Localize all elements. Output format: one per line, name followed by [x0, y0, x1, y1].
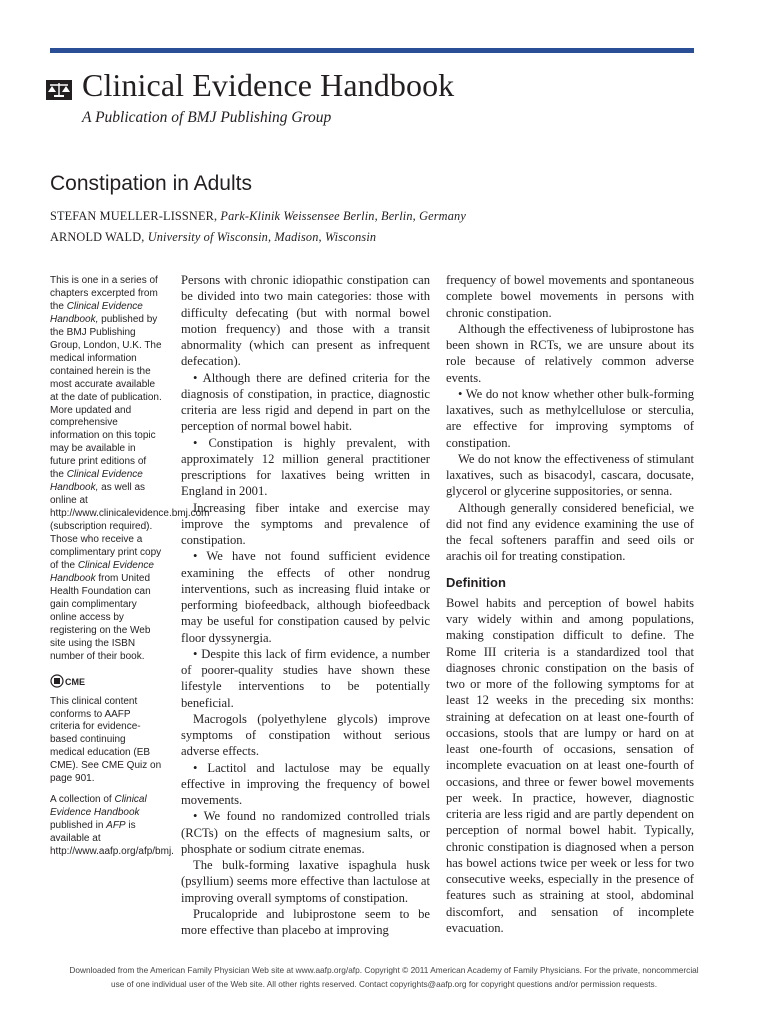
- paragraph: Although generally considered beneficial, we did not find any evidence examining the use of the fecal softeners paraffin and seed oils or arachis oil for treating constipation.: [446, 500, 694, 564]
- excerpt-note: This is one in a series of chapters excerpted from the Clinical Evidence Handbook, published by the BMJ Publishing Group, London, U.K. The medical information contained herein is the most accurate available at the date of publication. More updated and comprehensive information on this topic may be available in future print editions of the Clinical Evidence Handbook, as well as online at http://www.clinicalevidence.bmj.com (subscription required). Those who receive a complimentary print copy of the Clinical Evidence Handbook from United Health Foundation can gain complimentary online access by registering on the Web site using the ISBN number of their book.: [50, 275, 210, 662]
- paragraph: • We have not found sufficient evidence examining the effects of other nondrug interventions, such as increasing fluid intake or performing biofeedback, although biofeedback may be useful for constipation caused by pelvic floor dyssynergia.: [181, 549, 430, 645]
- copyright-footer: [40, 964, 728, 991]
- author-affiliation: Park-Klinik Weissensee Berlin, Berlin, Germany: [220, 209, 466, 223]
- paragraph: We do not know the effectiveness of stimulant laxatives, such as bisacodyl, cascara, docusate, glycerol or glycerine suppositories, or senna.: [446, 451, 694, 499]
- collection-note: A collection of Clinical Evidence Handbook published in AFP is available at http://www.aafp.org/afp/bmj.: [50, 794, 174, 858]
- author-affiliation: University of Wisconsin, Madison, Wisconsin: [147, 230, 377, 244]
- author-name: ARNOLD WALD,: [50, 230, 145, 244]
- paragraph: • We do not know whether other bulk-forming laxatives, such as methylcellulose or sterculia, are effective for improving symptoms of constipation.: [446, 386, 694, 450]
- definition-paragraph: Bowel habits and perception of bowel habits vary widely within and among populations, making constipation difficult to define. The Rome III criteria is a standardized tool that diagnoses chronic constipation on the basis of two or more of the following symptoms for at least 12 weeks in the preceding six months: straining at defecation on at least one-fourth of occasions, stools that are lumpy or hard on at least one-fourth of occasions, sensation of incomplete evacuation on at least one-fourth of occasions, and three or fewer bowel movements per week. In practice, however, diagnostic criteria are less rigid and are partly dependent on perception of normal bowel habit. Typically, chronic constipation is diagnosed when a person has bowel actions twice per week or less for two consecutive weeks, especially in the presence of features such as straining at stool, abdominal discomfort, and sensation of incomplete evacuation.: [446, 595, 694, 935]
- body-column-1: [181, 272, 430, 938]
- handbook-title: Clinical Evidence Handbook: [82, 67, 455, 103]
- paragraph: • Lactitol and lactulose may be equally effective in improving the frequency of bowel movements.: [181, 760, 430, 807]
- body-column-2: [446, 272, 694, 936]
- paragraph: • We found no randomized controlled trials (RCTs) on the effects of magnesium salts, or phosphate or sodium citrate enemas.: [181, 809, 430, 856]
- article-title: Constipation in Adults: [50, 172, 252, 195]
- footer-line: Downloaded from the American Family Physician Web site at www.aafp.org/afp. Copyright © 2011 American Academy of Family Physicians. For the private, noncommercial: [69, 965, 699, 975]
- paragraph: • Although there are defined criteria for the diagnosis of constipation, in practice, diagnostic criteria are less rigid and depend in part on the perception of normal bowel habit.: [181, 370, 430, 434]
- paragraph: Prucalopride and lubiprostone seem to be more effective than placebo at improving: [181, 906, 430, 937]
- paragraph: Persons with chronic idiopathic constipation can be divided into two main categories: those with difficulty defecating (but with normal bowel motion frequency) and those with a transit abnormality (which can present as infrequent defecation).: [181, 273, 430, 369]
- paragraph: Although the effectiveness of lubiprostone has been shown in RCTs, we are unsure about its role because of relatively common adverse events.: [446, 321, 694, 385]
- footer-line: use of one individual user of the Web site. All other rights reserved. Contact copyrights@aafp.org for copyright questions and/or permission requests.: [110, 978, 657, 989]
- paragraph: • Despite this lack of firm evidence, a number of poorer-quality studies have shown these lifestyle interventions to be potentially beneficial.: [181, 646, 430, 710]
- cme-note: This clinical content conforms to AAFP criteria for evidence-based continuing medical education (EB CME). See CME Quiz on page 901.: [50, 695, 162, 785]
- sidebar-notes: [50, 275, 210, 859]
- definition-heading: Definition: [446, 574, 506, 590]
- author-line: [50, 230, 376, 245]
- publisher-line: A Publication of BMJ Publishing Group: [82, 109, 332, 126]
- paragraph: Macrogols (polyethylene glycols) improve symptoms of constipation without serious adverse effects.: [181, 711, 430, 759]
- paragraph: The bulk-forming laxative ispaghula husk (psyllium) seems more effective than lactulose at improving overall symptoms of constipation.: [181, 858, 430, 905]
- author-line: [50, 209, 466, 224]
- header-rule: [50, 48, 694, 53]
- author-name: STEFAN MUELLER-LISSNER,: [50, 209, 218, 223]
- paragraph: Increasing fiber intake and exercise may improve the symptoms and prevalence of constipation.: [181, 500, 430, 547]
- eb-cme-logo-icon: [50, 674, 92, 688]
- paragraph: • Constipation is highly prevalent, with approximately 12 million general practitioner prescriptions for laxatives being written in England in 2001.: [181, 435, 430, 499]
- svg-text:CME: CME: [65, 676, 85, 687]
- bmj-balance-logo-icon: [46, 80, 72, 100]
- paragraph: frequency of bowel movements and spontaneous complete bowel movements in persons with chronic constipation.: [446, 273, 694, 320]
